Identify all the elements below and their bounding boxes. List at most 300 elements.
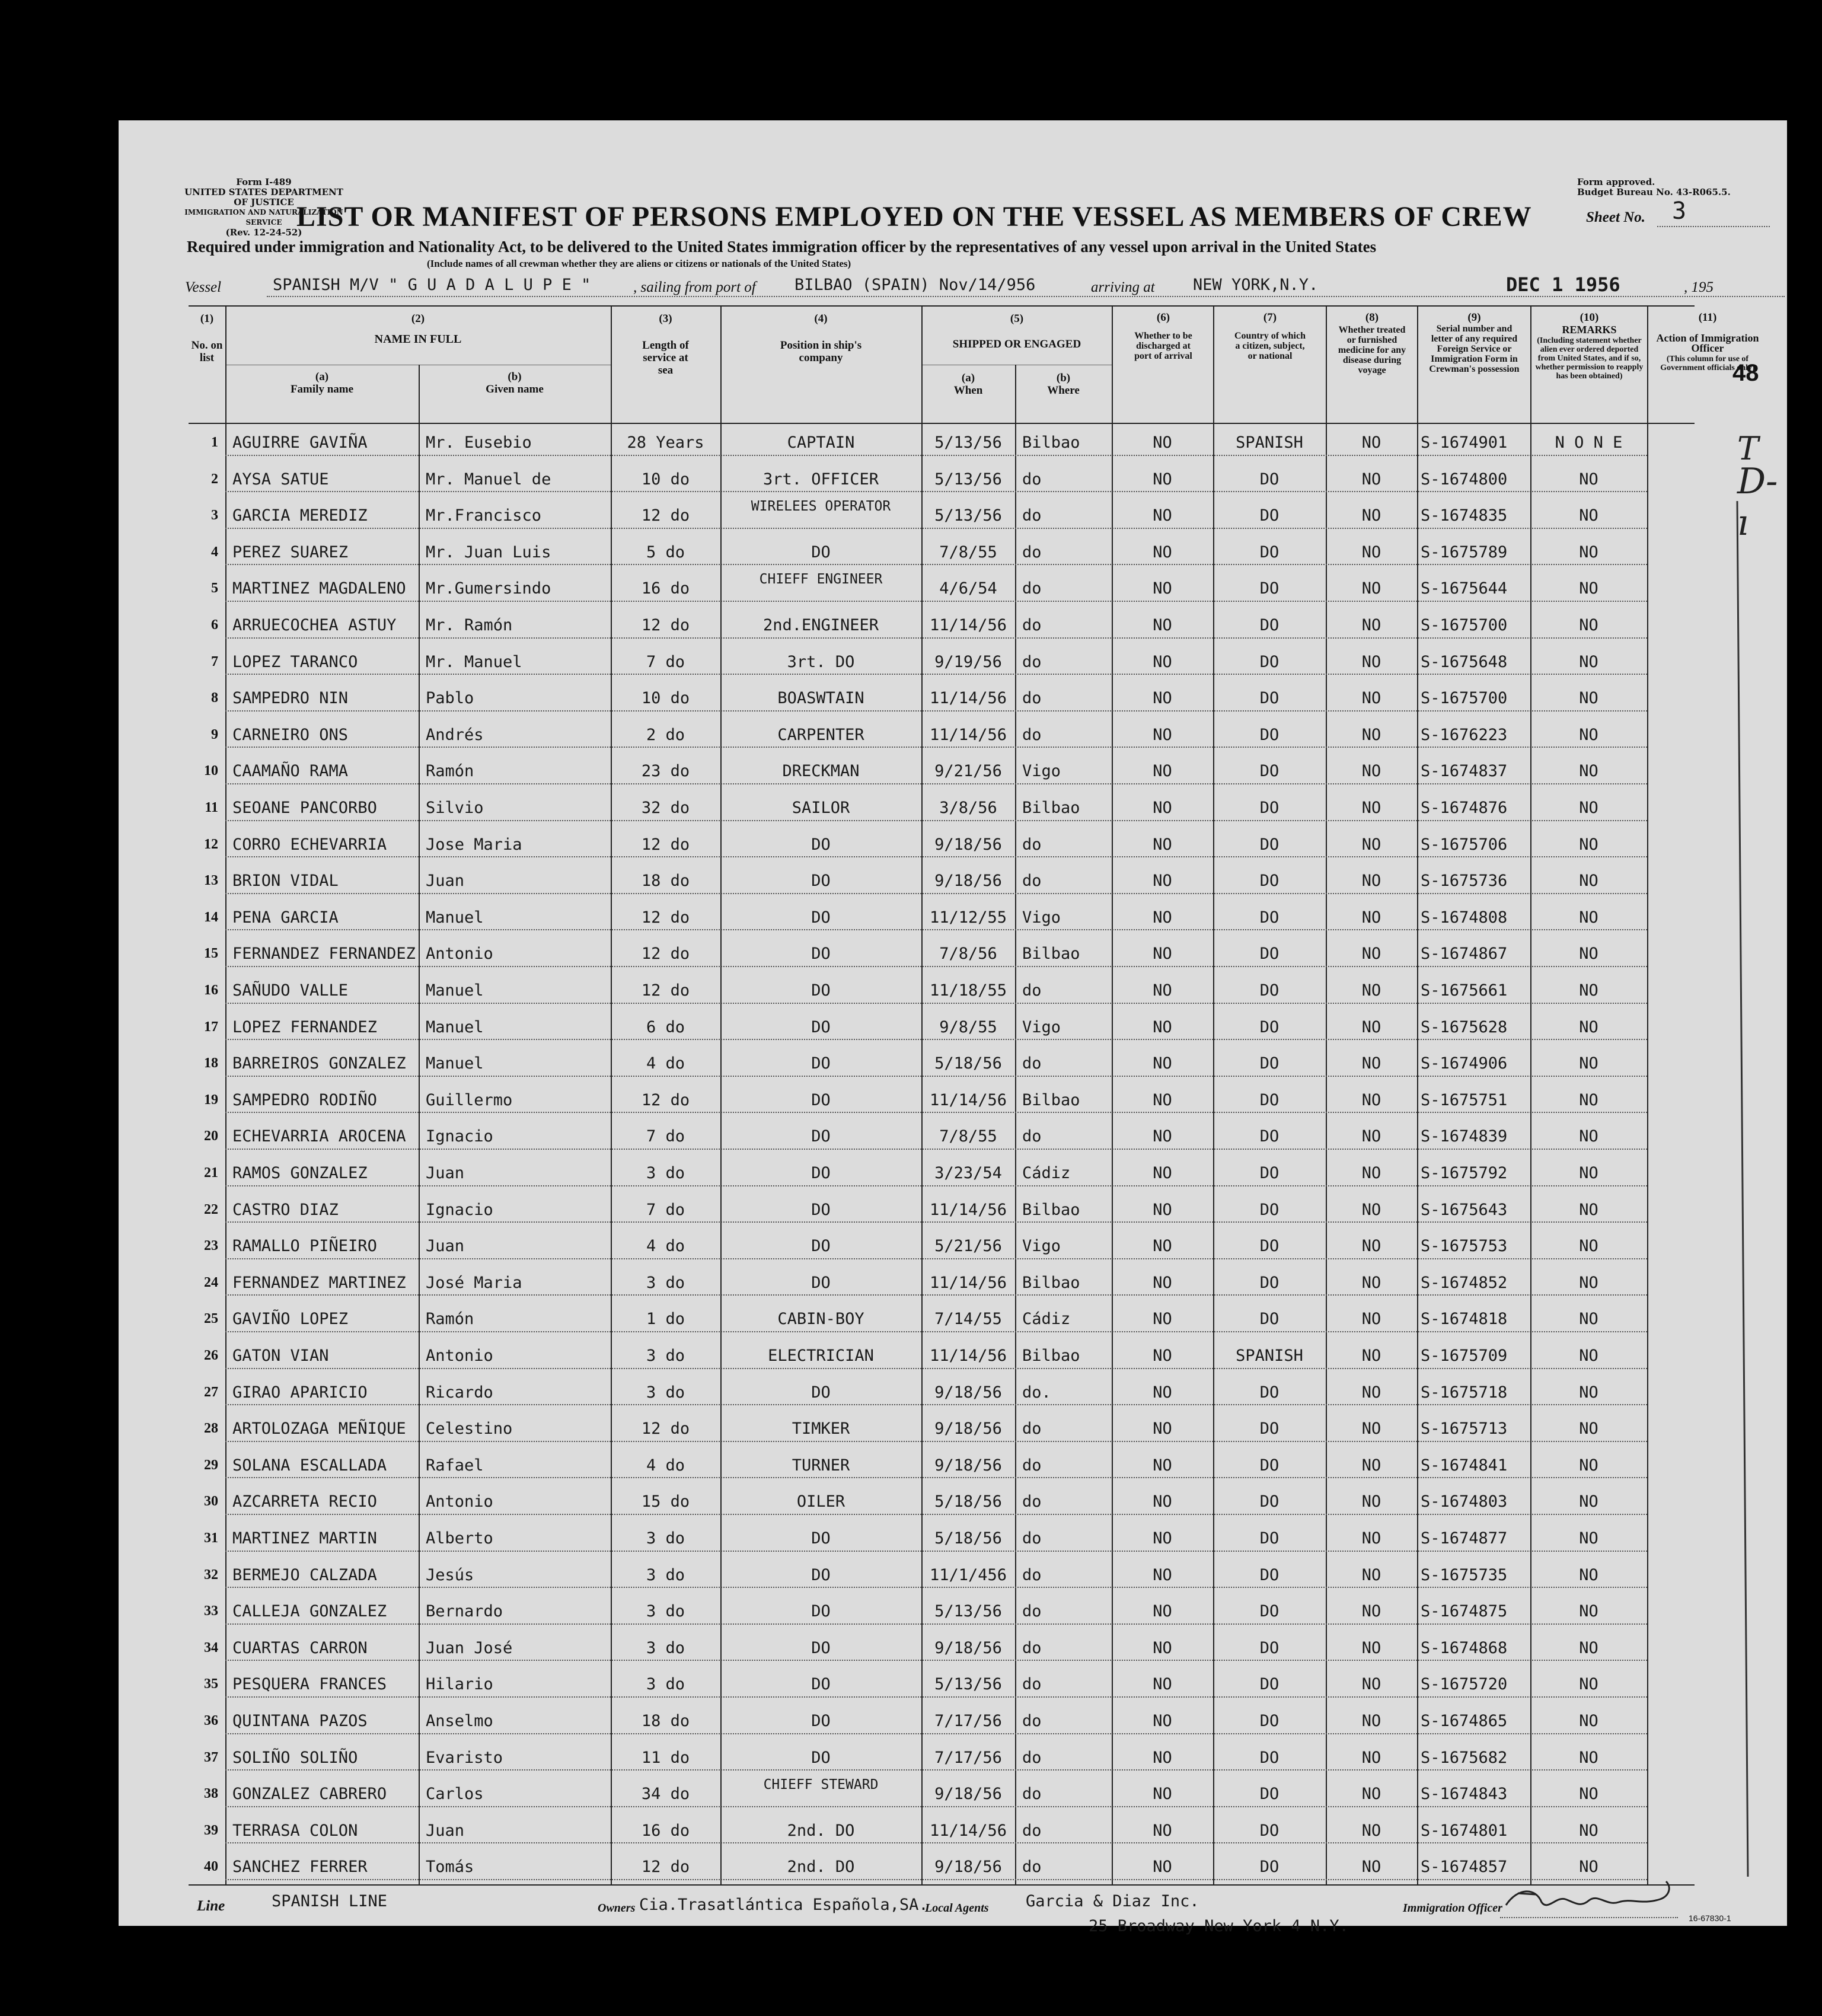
serial-number: S-1675648 [1421, 652, 1508, 671]
country: DO [1259, 1164, 1279, 1182]
sheet-label: Sheet No. [1586, 209, 1645, 225]
given-name: Jesús [426, 1565, 474, 1584]
medicine: NO [1361, 1858, 1381, 1877]
family-name: GONZALEZ CABRERO [232, 1785, 387, 1804]
given-name: Antonio [426, 1492, 493, 1511]
serial-number: S-1676223 [1421, 725, 1508, 744]
position: ELECTRICIAN [768, 1347, 874, 1365]
given-name: Ramón [426, 1310, 474, 1329]
family-name: RAMALLO PIÑEIRO [232, 1237, 377, 1256]
given-name: Antonio [426, 1347, 493, 1365]
shipped-where: do [1022, 579, 1042, 598]
row-number: 25 [204, 1311, 218, 1327]
given-name: Ramón [426, 762, 474, 781]
medicine: NO [1361, 543, 1381, 562]
given-name: Jose Maria [426, 835, 522, 854]
country: DO [1259, 1090, 1279, 1109]
medicine: NO [1361, 470, 1381, 489]
discharged: NO [1153, 1383, 1172, 1402]
service-length: 23 do [641, 762, 690, 781]
shipped-where: Bilbao [1022, 1090, 1080, 1109]
medicine: NO [1361, 1492, 1381, 1511]
discharged: NO [1153, 981, 1172, 1000]
serial-number: S-1674835 [1421, 506, 1508, 525]
crew-rows [189, 423, 1695, 1884]
serial-number: S-1674865 [1421, 1712, 1508, 1730]
shipped-where: do [1022, 872, 1042, 891]
medicine: NO [1361, 1054, 1381, 1073]
discharged: NO [1153, 652, 1172, 671]
table-row [189, 1263, 1695, 1300]
shipped-when: 11/18/55 [929, 981, 1007, 1000]
serial-number: S-1674906 [1421, 1054, 1508, 1073]
row-guide-line [225, 564, 1647, 565]
row-guide-line [225, 966, 1647, 967]
shipped-when: 5/13/56 [934, 470, 1002, 489]
col-discharged-header [1113, 312, 1213, 361]
medicine: NO [1361, 1785, 1381, 1804]
medicine: NO [1361, 689, 1381, 708]
shipped-where: do [1022, 1492, 1042, 1511]
given-name: Carlos [426, 1785, 484, 1804]
shipped-when: 3/23/54 [934, 1164, 1002, 1182]
remarks: NO [1579, 1602, 1598, 1621]
row-number: 12 [204, 836, 218, 852]
discharged: NO [1153, 1712, 1172, 1730]
service-length: 2 do [646, 725, 685, 744]
country: DO [1259, 1529, 1279, 1548]
medicine: NO [1361, 1748, 1381, 1767]
serial-number: S-1674901 [1421, 433, 1508, 452]
serial-number: S-1675661 [1421, 981, 1508, 1000]
row-guide-line [225, 1258, 1647, 1259]
discharged: NO [1153, 1420, 1172, 1438]
country: DO [1259, 1675, 1279, 1694]
row-number: 18 [204, 1055, 218, 1071]
serial-number: S-1674800 [1421, 470, 1508, 489]
serial-number: S-1674841 [1421, 1456, 1508, 1475]
position: DO [811, 1090, 831, 1109]
row-guide-line [225, 1660, 1647, 1661]
country: SPANISH [1236, 433, 1303, 452]
col-shipped-index: (5) [1010, 312, 1024, 325]
shipped-where: do [1022, 1858, 1042, 1877]
country: DO [1259, 1017, 1279, 1036]
table-row [189, 971, 1695, 1007]
col-remarks-header [1531, 312, 1647, 381]
service-length: 15 do [641, 1492, 690, 1511]
discharged: NO [1153, 1785, 1172, 1804]
country: DO [1259, 1785, 1279, 1804]
country: DO [1259, 981, 1279, 1000]
arriving-label: arriving at [1091, 279, 1155, 295]
agents-label: Local Agents [925, 1902, 989, 1915]
service-length: 3 do [646, 1347, 685, 1365]
service-length: 11 do [641, 1748, 690, 1767]
table-row [189, 1591, 1695, 1628]
shipped-where: do [1022, 506, 1042, 525]
col-num-label: No. on list [191, 339, 223, 364]
shipped-when: 9/18/56 [934, 872, 1002, 891]
country: DO [1259, 945, 1279, 964]
shipped-where: do [1022, 981, 1042, 1000]
row-number: 9 [211, 726, 218, 742]
family-name: SOLIÑO SOLIÑO [232, 1748, 358, 1767]
service-length: 3 do [646, 1164, 685, 1182]
service-length: 10 do [641, 470, 690, 489]
remarks: NO [1579, 1456, 1598, 1475]
shipped-when: 9/18/56 [934, 1785, 1002, 1804]
medicine: NO [1361, 1237, 1381, 1256]
col-name-label: NAME IN FULL [374, 333, 462, 346]
table-row [189, 751, 1695, 788]
subtitle: Required under immigration and Nationality Act, to be delivered to the United States immigration officer by the representatives of any vessel upon arrival in the United States [187, 238, 1377, 256]
line-value: SPANISH LINE [272, 1892, 388, 1910]
shipped-when: 5/18/56 [934, 1529, 1002, 1548]
remarks: NO [1579, 835, 1598, 854]
discharged: NO [1153, 543, 1172, 562]
discharged: NO [1153, 1273, 1172, 1292]
sheet-number: 3 [1672, 197, 1687, 225]
medicine: NO [1361, 1675, 1381, 1694]
country: DO [1259, 652, 1279, 671]
medicine: NO [1361, 506, 1381, 525]
shipped-when: 9/18/56 [934, 835, 1002, 854]
remarks: NO [1579, 945, 1598, 964]
row-guide-line [225, 1112, 1647, 1113]
given-name: Pablo [426, 689, 474, 708]
medicine: NO [1361, 1310, 1381, 1329]
position: WIRELEES OPERATOR [751, 499, 891, 515]
remarks: NO [1579, 1090, 1598, 1109]
department-name: UNITED STATES DEPARTMENT OF JUSTICE [184, 187, 343, 208]
medicine: NO [1361, 945, 1381, 964]
discharged: NO [1153, 1200, 1172, 1219]
row-number: 4 [211, 544, 218, 560]
position: CHIEFF STEWARD [763, 1777, 879, 1793]
remarks: NO [1579, 689, 1598, 708]
shipped-when: 11/14/56 [929, 1821, 1007, 1840]
serial-number: S-1675709 [1421, 1347, 1508, 1365]
row-guide-line [225, 820, 1647, 821]
line-label: Line [197, 1898, 225, 1914]
row-guide-line [225, 929, 1647, 930]
shipped-when: 4/6/54 [939, 579, 997, 598]
discharged: NO [1153, 1054, 1172, 1073]
position: TURNER [792, 1456, 850, 1475]
discharged: NO [1153, 616, 1172, 634]
shipped-where: do [1022, 1638, 1042, 1657]
officer-signature [1500, 1875, 1678, 1923]
col-given-label: Given name [486, 383, 544, 395]
table-row [189, 1519, 1695, 1555]
given-name: Juan [426, 1237, 465, 1256]
shipped-where: do [1022, 470, 1042, 489]
row-number: 14 [204, 909, 218, 925]
position: DO [811, 1675, 831, 1694]
medicine: NO [1361, 835, 1381, 854]
medicine: NO [1361, 652, 1381, 671]
col-name-index: (2) [411, 312, 425, 325]
given-name: Mr. Juan Luis [426, 543, 551, 562]
discharged: NO [1153, 1638, 1172, 1657]
family-name: GIRAO APARICIO [232, 1383, 368, 1402]
handwritten-mark-d: D‐ ı [1737, 461, 1778, 544]
family-name: CASTRO DIAZ [232, 1200, 339, 1219]
discharged: NO [1153, 1310, 1172, 1329]
country: DO [1259, 1748, 1279, 1767]
medicine: NO [1361, 1602, 1381, 1621]
serial-number: S-1674839 [1421, 1127, 1508, 1146]
country: DO [1259, 1237, 1279, 1256]
country: DO [1259, 799, 1279, 817]
row-guide-line [225, 1039, 1647, 1040]
year-suffix: , 195 [1684, 279, 1713, 295]
row-guide-line [225, 1623, 1647, 1625]
row-guide-line [225, 1221, 1647, 1223]
row-guide-line [225, 637, 1647, 639]
medicine: NO [1361, 981, 1381, 1000]
country: DO [1259, 543, 1279, 562]
discharged: NO [1153, 1529, 1172, 1548]
col-medicine-header [1327, 312, 1417, 375]
budget-bureau-number: Budget Bureau No. 43-R065.5. [1577, 187, 1731, 197]
service-length: 18 do [641, 872, 690, 891]
serial-number: S-1675700 [1421, 616, 1508, 634]
table-row [189, 496, 1695, 532]
table-row [189, 1409, 1695, 1446]
row-number: 33 [204, 1603, 218, 1619]
shipped-where: do [1022, 1785, 1042, 1804]
country: DO [1259, 1383, 1279, 1402]
country: DO [1259, 908, 1279, 927]
shipped-where: do [1022, 1712, 1042, 1730]
family-name: LOPEZ FERNANDEZ [232, 1017, 377, 1036]
medicine: NO [1361, 908, 1381, 927]
row-number: 8 [211, 690, 218, 706]
shipped-when: 11/14/56 [929, 1090, 1007, 1109]
shipped-where: Vigo [1022, 908, 1061, 927]
discharged: NO [1153, 1237, 1172, 1256]
row-guide-line [225, 1806, 1647, 1807]
shipped-where: do [1022, 616, 1042, 634]
remarks: NO [1579, 470, 1598, 489]
manifest-title: LIST OR MANIFEST OF PERSONS EMPLOYED ON THE VESSEL AS MEMBERS OF CREW [296, 201, 1532, 232]
shipped-where: do [1022, 1529, 1042, 1548]
table-row [189, 1701, 1695, 1738]
officer-label: Immigration Officer [1403, 1902, 1502, 1915]
position: 2nd.ENGINEER [762, 616, 879, 634]
country: DO [1259, 872, 1279, 891]
remarks: NO [1579, 1748, 1598, 1767]
shipped-when: 9/21/56 [934, 762, 1002, 781]
row-guide-line [225, 1696, 1647, 1698]
service-length: 12 do [641, 835, 690, 854]
table-row [189, 788, 1695, 825]
remarks: NO [1579, 1675, 1598, 1694]
given-name: Evaristo [426, 1748, 503, 1767]
table-row [189, 532, 1695, 569]
col-action-label: Action of Immigration Officer [1656, 332, 1759, 354]
table-row [189, 715, 1695, 752]
table-row [189, 934, 1695, 971]
service-name: IMMIGRATION AND NATURALIZATION SERVICE [184, 208, 343, 227]
position: DO [811, 945, 831, 964]
col-where-header [1015, 372, 1112, 397]
table-row [189, 423, 1695, 460]
given-name: Mr. Manuel de [426, 470, 551, 489]
discharged: NO [1153, 1090, 1172, 1109]
discharged: NO [1153, 1748, 1172, 1767]
country: DO [1259, 1273, 1279, 1292]
serial-number: S-1675713 [1421, 1420, 1508, 1438]
row-number: 27 [204, 1384, 218, 1400]
medicine: NO [1361, 579, 1381, 598]
position: 3rt. OFFICER [762, 470, 879, 489]
row-guide-line [225, 455, 1647, 456]
owners-label: Owners [598, 1902, 636, 1915]
table-row [189, 1628, 1695, 1665]
given-name: Juan José [426, 1638, 513, 1657]
remarks: NO [1579, 725, 1598, 744]
row-guide-line [225, 1842, 1647, 1843]
medicine: NO [1361, 762, 1381, 781]
remarks: NO [1579, 1127, 1598, 1146]
row-guide-line [225, 1733, 1647, 1734]
shipped-where: do [1022, 1821, 1042, 1840]
family-name: ARRUECOCHEA ASTUY [232, 616, 397, 634]
family-name: SAMPEDRO NIN [232, 689, 349, 708]
medicine: NO [1361, 1347, 1381, 1365]
position: DO [811, 835, 831, 854]
given-name: Celestino [426, 1420, 513, 1438]
agents-address: 25 Broadway New York 4 N.Y. [1089, 1917, 1349, 1935]
shipped-when: 5/13/56 [934, 1675, 1002, 1694]
family-name: CALLEJA GONZALEZ [232, 1602, 387, 1621]
serial-number: S-1675735 [1421, 1565, 1508, 1584]
medicine: NO [1361, 1127, 1381, 1146]
col-when-header [921, 372, 1015, 397]
row-number: 29 [204, 1457, 218, 1473]
medicine: NO [1361, 1383, 1381, 1402]
serial-number: S-1674808 [1421, 908, 1508, 927]
country: DO [1259, 762, 1279, 781]
remarks: NO [1579, 1383, 1598, 1402]
shipped-where: Bilbao [1022, 799, 1080, 817]
shipped-where: do [1022, 1748, 1042, 1767]
row-guide-line [225, 783, 1647, 784]
remarks: NO [1579, 1310, 1598, 1329]
row-number: 38 [204, 1786, 218, 1802]
given-name: Anselmo [426, 1712, 493, 1730]
row-guide-line [225, 1769, 1647, 1771]
country: DO [1259, 1565, 1279, 1584]
position: TIMKER [792, 1420, 850, 1438]
table-row [189, 1044, 1695, 1080]
serial-number: S-1675628 [1421, 1017, 1508, 1036]
serial-number: S-1674875 [1421, 1602, 1508, 1621]
table-row [189, 1007, 1695, 1044]
col-given-header [419, 371, 611, 395]
service-length: 7 do [646, 1200, 685, 1219]
service-length: 28 Years [627, 433, 704, 452]
given-name: Hilario [426, 1675, 493, 1694]
family-name: PEREZ SUAREZ [232, 543, 349, 562]
given-name: Juan [426, 872, 465, 891]
row-guide-line [225, 893, 1647, 894]
manifest-sheet [119, 120, 1787, 1935]
shipped-when: 3/8/56 [939, 799, 997, 817]
position: DO [811, 1273, 831, 1292]
discharged: NO [1153, 1492, 1172, 1511]
remarks: NO [1579, 1565, 1598, 1584]
serial-number: S-1675789 [1421, 543, 1508, 562]
row-number: 31 [204, 1530, 218, 1546]
remarks: NO [1579, 579, 1598, 598]
shipped-when: 7/8/55 [939, 543, 997, 562]
table-row [189, 898, 1695, 934]
position: DO [811, 1638, 831, 1657]
family-name: MARTINEZ MAGDALENO [232, 579, 406, 598]
row-number: 32 [204, 1567, 218, 1583]
serial-number: S-1674857 [1421, 1858, 1508, 1877]
remarks: NO [1579, 981, 1598, 1000]
country: DO [1259, 579, 1279, 598]
row-number: 13 [204, 873, 218, 889]
serial-number: S-1674877 [1421, 1529, 1508, 1548]
col-shipped-label: SHIPPED OR ENGAGED [952, 338, 1081, 350]
remarks: NO [1579, 1420, 1598, 1438]
given-name: Mr. Ramón [426, 616, 513, 634]
country: DO [1259, 689, 1279, 708]
shipped-where: do [1022, 1456, 1042, 1475]
shipped-when: 9/18/56 [934, 1383, 1002, 1402]
col-where-letter: (b) [1056, 372, 1071, 384]
family-name: PESQUERA FRANCES [232, 1675, 387, 1694]
country: DO [1259, 1200, 1279, 1219]
shipped-where: Vigo [1022, 1017, 1061, 1036]
position: DO [811, 1054, 831, 1073]
col-family-header [225, 371, 419, 395]
row-guide-line [225, 1441, 1647, 1442]
service-length: 7 do [646, 652, 685, 671]
serial-number: S-1675682 [1421, 1748, 1508, 1767]
remarks: NO [1579, 543, 1598, 562]
country: DO [1259, 835, 1279, 854]
medicine: NO [1361, 616, 1381, 634]
medicine: NO [1361, 1273, 1381, 1292]
remarks: NO [1579, 1200, 1598, 1219]
owners-value: Cia.Trasatlántica Española,SA. [639, 1896, 928, 1914]
family-name: BERMEJO CALZADA [232, 1565, 377, 1584]
row-guide-line [225, 528, 1647, 529]
family-name: GAVIÑO LOPEZ [232, 1310, 349, 1329]
table-row [189, 678, 1695, 715]
serial-number: S-1675720 [1421, 1675, 1508, 1694]
row-number: 34 [204, 1639, 218, 1655]
medicine: NO [1361, 872, 1381, 891]
given-name: José Maria [426, 1273, 522, 1292]
service-length: 10 do [641, 689, 690, 708]
discharged: NO [1153, 506, 1172, 525]
shipped-when: 9/19/56 [934, 652, 1002, 671]
discharged: NO [1153, 1821, 1172, 1840]
table-row [189, 1811, 1695, 1848]
table-row [189, 825, 1695, 862]
country: DO [1259, 616, 1279, 634]
include-note: (Include names of all crewman whether they are aliens or citizens or nationals of the United States) [427, 258, 851, 269]
shipped-where: Bilbao [1022, 1347, 1080, 1365]
